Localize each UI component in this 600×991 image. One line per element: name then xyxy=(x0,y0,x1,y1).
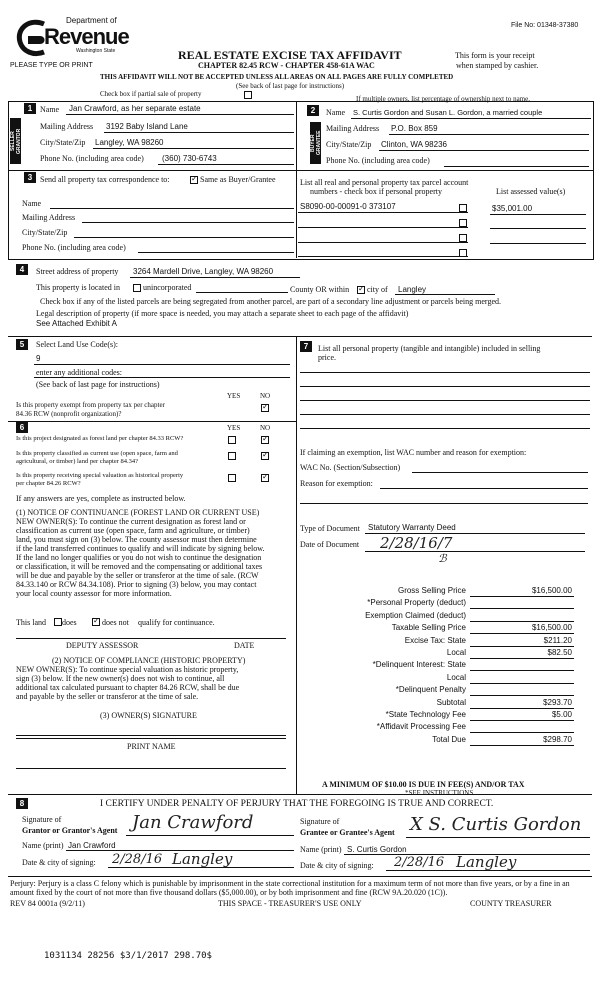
partial-sale-label: Check box if partial sale of property xyxy=(100,90,202,98)
logo-dept: Department of xyxy=(66,16,117,25)
grantor-date-label: Date & city of signing: xyxy=(22,858,96,867)
partial-sale-checkbox[interactable] xyxy=(244,91,252,99)
section-4-number: 4 xyxy=(16,264,28,275)
minimum-fee-note: A MINIMUM OF $10.00 IS DUE IN FEE(S) AND/OR TAX xyxy=(322,780,525,789)
seller-mail-field[interactable]: 3192 Baby Island Lane xyxy=(106,122,188,131)
does-checkbox[interactable] xyxy=(54,618,62,626)
doc-date-label: Date of Document xyxy=(300,540,360,549)
notice1-body: NEW OWNER(S): To continue the current designation as forest land or classification as current use (open space, farm and agriculture, or timber) land, you must sign on (3) below. The county assessor must then determine if the land transferred continues to qualify and will indicate by signing below. If the land no longer qualifies or you do not wish to continue the designation or classification, it will be removed and the compensating or additional taxes will be due and payable by the seller or transferor at the time of sale. (RCW 84.33.140 or RCW 84.34.108). Prior to signing (3) below, you may contact your local county assessor for more information. xyxy=(16,517,265,598)
parcel-header-1: List all real and personal property tax parcel account xyxy=(300,178,469,187)
buyer-mail-field[interactable]: P.O. Box 859 xyxy=(391,124,438,133)
receipt-line-2: when stamped by cashier. xyxy=(456,61,539,70)
send-correspondence-label: Send all property tax correspondence to: xyxy=(40,175,170,184)
buyer-city-field[interactable]: Clinton, WA 98236 xyxy=(381,140,447,149)
receipt-line-1: This form is your receipt xyxy=(455,51,535,60)
s6-yes-header: YES xyxy=(227,424,241,432)
grantee-signature[interactable]: X S. Curtis Gordon xyxy=(410,814,582,835)
assessed-header: List assessed value(s) xyxy=(496,187,566,196)
historic-yes-checkbox[interactable] xyxy=(228,474,236,482)
section-8-number: 8 xyxy=(16,798,28,809)
fin-label-9: Subtotal xyxy=(436,698,466,707)
parcel-number-field[interactable]: S8090-00-00091-0 373107 xyxy=(300,202,396,211)
legal-desc-field[interactable]: See Attached Exhibit A xyxy=(36,319,117,328)
cashier-stamp: 1031134 28256 $3/1/2017 298.70$ xyxy=(44,951,212,961)
exempt-q2: 84.36 RCW (nonprofit organization)? xyxy=(16,410,122,418)
historic-q-b: per chapter 84.26 RCW? xyxy=(16,480,81,487)
fin-underline xyxy=(470,658,574,659)
seller-phone-label: Phone No. (including area code) xyxy=(40,154,144,163)
grantee-date-field[interactable]: 2/28/16 xyxy=(394,855,445,870)
same-as-buyer-checkbox[interactable] xyxy=(190,176,198,184)
initials-mark: ℬ xyxy=(438,552,447,565)
fin-label-10: *State Technology Fee xyxy=(385,710,466,719)
buyer-grantee-tab: BUYER GRANTEE xyxy=(310,122,321,164)
fin-label-11: *Affidavit Processing Fee xyxy=(376,722,466,731)
fin-underline xyxy=(470,608,574,609)
section-6-number: 6 xyxy=(16,422,28,433)
fin-underline xyxy=(470,683,574,684)
doc-type-label: Type of Document xyxy=(300,524,360,533)
fin-label-0: Gross Selling Price xyxy=(397,586,466,595)
parcel-1-personal-checkbox[interactable] xyxy=(459,204,467,212)
buyer-name-label: Name xyxy=(326,108,346,117)
this-land-label: This land xyxy=(16,618,46,627)
fin-underline xyxy=(470,732,574,733)
grantee-agent-label: Grantee or Grantee's Agent xyxy=(300,828,395,837)
fin-label-6: *Delinquent Interest: State xyxy=(372,660,466,669)
fin-underline xyxy=(470,745,574,746)
deputy-date-label: DATE xyxy=(234,641,255,650)
city-field[interactable]: Langley xyxy=(398,285,427,294)
print-name-label: PRINT NAME xyxy=(127,742,176,751)
section-2-number: 2 xyxy=(307,105,319,116)
grantor-date-field[interactable]: 2/28/16 xyxy=(112,852,163,867)
deputy-assessor-label: DEPUTY ASSESSOR xyxy=(66,641,139,650)
street-field[interactable]: 3264 Mardell Drive, Langley, WA 98260 xyxy=(133,267,274,276)
grantor-name-label: Name (print) xyxy=(22,841,64,850)
fin-underline xyxy=(470,695,574,696)
forest-no-checkbox[interactable] xyxy=(261,436,269,444)
land-use-see-back: (See back of last page for instructions) xyxy=(36,380,160,389)
grantor-agent-label: Grantor or Grantor's Agent xyxy=(22,826,118,835)
grantee-sig-of: Signature of xyxy=(300,817,340,826)
fin-value-4[interactable]: $211.20 xyxy=(543,636,572,645)
if-yes-note: If any answers are yes, complete as instructed below. xyxy=(16,494,186,503)
additional-codes-label: enter any additional codes: xyxy=(36,368,122,377)
seller-city-field[interactable]: Langley, WA 98260 xyxy=(95,138,164,147)
fin-value-0[interactable]: $16,500.00 xyxy=(531,586,572,595)
grantee-name-label: Name (print) xyxy=(300,845,342,854)
grantee-date-label: Date & city of signing: xyxy=(300,861,374,870)
fin-label-8: *Delinquent Penalty xyxy=(395,685,466,694)
same-as-buyer-label: Same as Buyer/Grantee xyxy=(200,175,276,184)
owner-signature-label: (3) OWNER(S) SIGNATURE xyxy=(100,711,197,720)
current-use-no-checkbox[interactable] xyxy=(261,452,269,460)
personal-prop-label-2: price. xyxy=(318,353,336,362)
fin-value-3[interactable]: $16,500.00 xyxy=(531,623,572,632)
s6-no-header: NO xyxy=(260,424,271,432)
exempt-no-checkbox[interactable] xyxy=(261,404,269,412)
exemption-label: If claiming an exemption, list WAC number and reason for exemption: xyxy=(300,448,527,457)
fin-underline xyxy=(470,708,574,709)
seller-phone-field[interactable]: (360) 730-6743 xyxy=(162,154,217,163)
does-not-label: does not xyxy=(102,618,129,627)
exempt-q1: Is this property exempt from property tax per chapter xyxy=(16,401,165,409)
buyer-city-label: City/State/Zip xyxy=(326,140,372,149)
corr-phone-label: Phone No. (including area code) xyxy=(22,243,126,252)
notice2-title: (2) NOTICE OF COMPLIANCE (HISTORIC PROPERTY) xyxy=(52,656,246,665)
fin-underline xyxy=(470,633,574,634)
fin-underline xyxy=(470,670,574,671)
seller-city-label: City/State/Zip xyxy=(40,138,86,147)
grantor-name-field[interactable]: Jan Crawford xyxy=(68,841,116,850)
grantor-city-field[interactable]: Langley xyxy=(172,850,233,868)
grantee-city-field[interactable]: Langley xyxy=(456,853,517,871)
fin-value-10[interactable]: $5.00 xyxy=(551,710,572,719)
unincorporated-label: unincorporated xyxy=(143,283,192,292)
doc-type-field[interactable]: Statutory Warranty Deed xyxy=(368,523,456,532)
fin-label-5: Local xyxy=(446,648,466,657)
corr-mail-label: Mailing Address xyxy=(22,213,76,222)
fin-label-2: Exemption Claimed (deduct) xyxy=(365,611,466,620)
see-back-note: (See back of last page for instructions) xyxy=(236,82,345,90)
does-not-checkbox[interactable] xyxy=(92,618,100,626)
grantor-sig-of: Signature of xyxy=(22,815,62,824)
current-use-yes-checkbox[interactable] xyxy=(228,452,236,460)
parcel-header-2: numbers - check box if personal property xyxy=(310,187,442,196)
personal-prop-label-1: List all personal property (tangible and intangible) included in selling xyxy=(318,344,541,353)
form-title: REAL ESTATE EXCISE TAX AFFIDAVIT xyxy=(178,48,402,62)
logo xyxy=(14,14,129,60)
fin-underline xyxy=(470,646,574,647)
section-7-number: 7 xyxy=(300,341,312,352)
city-of-label: city of xyxy=(367,285,388,294)
city-checkbox[interactable] xyxy=(357,286,365,294)
section-1-number: 1 xyxy=(24,103,36,114)
fin-label-1: *Personal Property (deduct) xyxy=(367,598,466,607)
fin-underline xyxy=(470,596,574,597)
seller-grantor-tab: SELLER GRANTOR xyxy=(10,118,21,164)
historic-q-a: Is this property receiving special valuation as historical property xyxy=(16,472,184,479)
fin-label-7: Local xyxy=(446,673,466,682)
county-or-label: County OR within xyxy=(290,285,350,294)
current-use-q-b: agricultural, or timber) land per chapter 84.34? xyxy=(16,458,139,465)
current-use-q-a: Is this property classified as current use (open space, farm and xyxy=(16,450,178,457)
land-use-field[interactable]: 9 xyxy=(36,354,41,363)
grantor-signature[interactable]: Jan Crawford xyxy=(132,812,254,833)
file-number: File No: 01348-37380 xyxy=(511,22,579,29)
parcel-4-personal-checkbox[interactable] xyxy=(459,249,467,257)
s5-yes-header: YES xyxy=(227,392,241,400)
notice1-title: (1) NOTICE OF CONTINUANCE (FOREST LAND OR CURRENT USE) xyxy=(16,508,260,517)
does-label: does xyxy=(62,618,77,627)
doc-date-field[interactable]: 2/28/16/7 xyxy=(380,534,453,552)
treasurer-space: THIS SPACE - TREASURER'S USE ONLY xyxy=(218,899,362,908)
warning-text: THIS AFFIDAVIT WILL NOT BE ACCEPTED UNLESS ALL AREAS ON ALL PAGES ARE FULLY COMPLETED xyxy=(100,73,454,81)
multiple-owners-note: If multiple owners, list percentage of ownership next to name. xyxy=(356,95,530,103)
corr-name-label: Name xyxy=(22,199,42,208)
reason-label: Reason for exemption: xyxy=(300,479,373,488)
fin-label-3: Taxable Selling Price xyxy=(391,623,466,632)
land-use-label: Select Land Use Code(s): xyxy=(36,340,118,349)
buyer-phone-label: Phone No. (including area code) xyxy=(326,156,430,165)
fin-value-5[interactable]: $82.50 xyxy=(547,648,572,657)
unincorporated-checkbox[interactable] xyxy=(133,284,141,292)
grantee-name-field[interactable]: S. Curtis Gordon xyxy=(347,845,407,854)
form-chapter: CHAPTER 82.45 RCW - CHAPTER 458-61A WAC xyxy=(198,61,375,70)
parcel-2-personal-checkbox[interactable] xyxy=(459,219,467,227)
fin-underline xyxy=(470,621,574,622)
county-treasurer: COUNTY TREASURER xyxy=(470,899,552,908)
parcel-3-personal-checkbox[interactable] xyxy=(459,234,467,242)
see-instructions-note: *SEE INSTRUCTIONS xyxy=(405,789,474,797)
historic-no-checkbox[interactable] xyxy=(261,474,269,482)
certify-text: I CERTIFY UNDER PENALTY OF PERJURY THAT THE FOREGOING IS TRUE AND CORRECT. xyxy=(100,799,494,809)
fin-value-9[interactable]: $293.70 xyxy=(543,698,572,707)
fin-label-12: Total Due xyxy=(432,735,466,744)
fin-underline xyxy=(470,720,574,721)
section-3-number: 3 xyxy=(24,172,36,183)
type-print-note: PLEASE TYPE OR PRINT xyxy=(10,62,93,69)
street-label: Street address of property xyxy=(36,267,119,276)
logo-state: Washington State xyxy=(76,48,116,54)
wac-label: WAC No. (Section/Subsection) xyxy=(300,463,401,472)
buyer-name-field[interactable]: S. Curtis Gordon and Susan L. Gordon, a married couple xyxy=(353,108,543,117)
rev-number: REV 84 0001a (9/2/11) xyxy=(10,899,85,908)
seller-mail-label: Mailing Address xyxy=(40,122,94,131)
qualify-label: qualify for continuance. xyxy=(138,618,215,627)
segregate-label: Check box if any of the listed parcels are being segregated from another parcel, are part of a secondary line adjustment or parcels being merged. xyxy=(40,297,501,306)
fin-label-4: Excise Tax: State xyxy=(404,636,466,645)
perjury-note: Perjury: Perjury is a class C felony which is punishable by imprisonment in the state correctional institution for a maximum term of not more than five years, or by a fine in an amount fixed by the court of not more than five thousand dollars ($5,000.00), or by both imprisonment and fine (RCW 9A.20.020 (1C)). xyxy=(10,879,570,897)
buyer-mail-label: Mailing Address xyxy=(326,124,380,133)
section-5-number: 5 xyxy=(16,339,28,350)
corr-city-label: City/State/Zip xyxy=(22,228,68,237)
assessed-value-field[interactable]: $35,001.00 xyxy=(492,204,533,213)
forest-yes-checkbox[interactable] xyxy=(228,436,236,444)
seller-name-label: Name xyxy=(40,105,60,114)
logo-word: Revenue xyxy=(44,24,129,49)
notice2-body: NEW OWNER(S): To continue special valuation as historic property, sign (3) below. If the new owner(s) does not wish to continue, all additional tax calculated pursuant to chapter 84.26 RCW, shall be due and payable by the seller or transferor at the time of sale. xyxy=(16,665,240,701)
forest-question: Is this project designated as forest land per chapter 84.33 RCW? xyxy=(16,435,184,442)
fin-value-12[interactable]: $298.70 xyxy=(543,735,572,744)
legal-desc-label: Legal description of property (if more space is needed, you may attach a separate sheet to each page of the affidavit) xyxy=(36,309,409,318)
located-label: This property is located in xyxy=(36,283,120,292)
seller-name-field[interactable]: Jan Crawford, as her separate estate xyxy=(69,104,201,113)
s5-no-header: NO xyxy=(260,392,271,400)
